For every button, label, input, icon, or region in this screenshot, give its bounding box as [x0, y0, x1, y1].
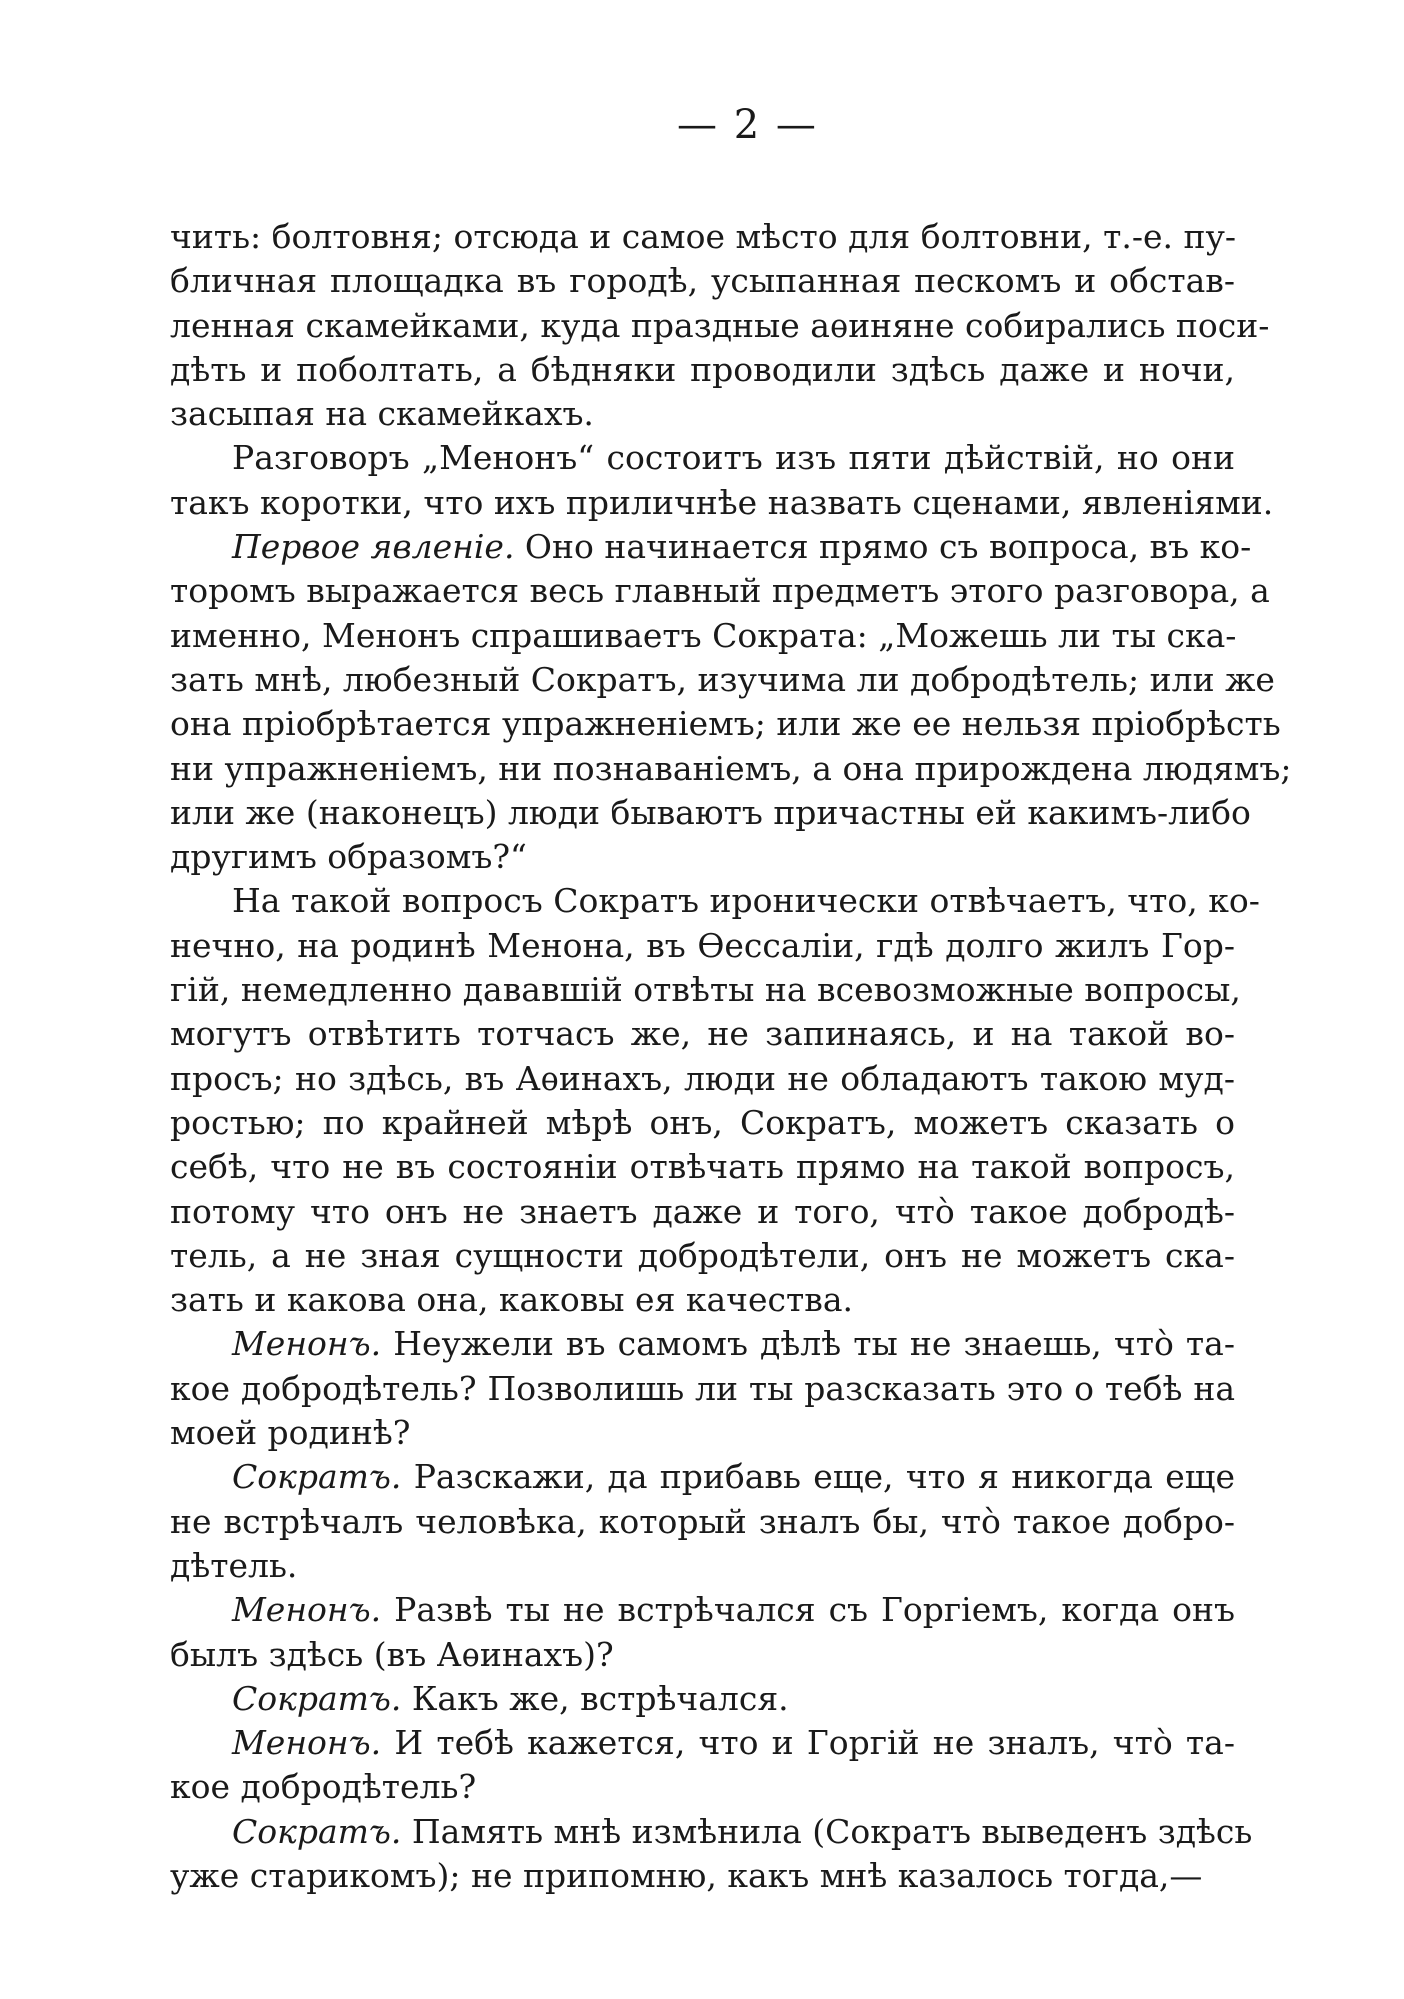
text-line	[170, 1278, 1235, 1322]
text-line	[170, 791, 1251, 835]
paragraph	[170, 1677, 1235, 1721]
text-line	[170, 702, 1281, 746]
text-line	[170, 1854, 1235, 1898]
line-text: потому что онъ не знаетъ даже и того, чтò такое добродѣ-	[170, 1191, 1235, 1231]
text-line	[170, 1588, 1235, 1632]
speaker-name: Сократъ.	[232, 1457, 402, 1497]
text-line	[170, 348, 1235, 392]
text-line	[170, 1190, 1235, 1234]
text-body	[170, 215, 1292, 1898]
line-text: другимъ образомъ?“	[170, 837, 527, 877]
paragraph	[170, 1322, 1235, 1455]
line-text: Неужели въ самомъ дѣлѣ ты не знаешь, чтò та-	[381, 1324, 1235, 1364]
speaker-name: Сократъ.	[232, 1811, 402, 1851]
text-line	[170, 1810, 1253, 1854]
line-text: торомъ выражается весь главный предметъ этого разговора, а	[170, 571, 1270, 611]
text-line	[170, 747, 1292, 791]
line-text: она пріобрѣтается упражненіемъ; или же ее нельзя пріобрѣсть	[170, 704, 1281, 744]
speaker-name: Сократъ.	[232, 1678, 402, 1718]
line-text: такъ коротки, что ихъ приличнѣе назвать сценами, явленіями.	[170, 482, 1274, 522]
text-line	[170, 436, 1235, 480]
line-text: дѣтель.	[170, 1545, 298, 1585]
line-text: Развѣ ты не встрѣчался съ Горгіемъ, когда онъ	[381, 1590, 1235, 1630]
paragraph	[170, 879, 1260, 1322]
line-text: И тебѣ кажется, что и Горгій не зналъ, чтò та-	[381, 1723, 1235, 1763]
line-text: ни упражненіемъ, ни познаваніемъ, а она прирождена людямъ;	[170, 748, 1292, 788]
line-text: Разскажи, да прибавь еще, что я никогда еще	[401, 1457, 1235, 1497]
text-line	[170, 1367, 1235, 1411]
line-text: дѣть и поболтать, а бѣдняки проводили здѣсь даже и ночи,	[170, 349, 1235, 389]
speaker-name: Первое явленіе.	[232, 527, 515, 567]
line-text: засыпая на скамейкахъ.	[170, 394, 594, 434]
text-line	[170, 525, 1252, 569]
line-text: былъ здѣсь (въ Аѳинахъ)?	[170, 1634, 614, 1674]
line-text: ростью; по крайней мѣрѣ онъ, Сократъ, можетъ сказать о	[170, 1102, 1235, 1142]
text-line	[170, 614, 1235, 658]
line-text: или же (наконецъ) люди бываютъ причастны ей какимъ-либо	[170, 792, 1251, 832]
text-line	[170, 1455, 1235, 1499]
text-line	[170, 879, 1260, 923]
text-line	[170, 259, 1235, 303]
line-text: зать и какова она, каковы ея качества.	[170, 1280, 854, 1320]
line-text: Оно начинается прямо съ вопроса, въ ко-	[514, 527, 1252, 567]
text-line	[170, 392, 1235, 436]
line-text: моей родинѣ?	[170, 1413, 411, 1453]
text-line	[170, 1411, 1235, 1455]
text-line	[170, 1721, 1235, 1765]
speaker-name: Менонъ.	[232, 1590, 382, 1630]
text-line	[170, 1500, 1235, 1544]
text-line	[170, 1322, 1235, 1366]
paragraph	[170, 1721, 1235, 1810]
paragraph	[170, 436, 1274, 525]
line-text: кое добродѣтель? Позволишь ли ты разсказать это о тебѣ на	[170, 1368, 1235, 1408]
line-text: не встрѣчалъ человѣка, который зналъ бы, чтò такое добро-	[170, 1501, 1235, 1541]
line-text: Какъ же, встрѣчался.	[401, 1678, 789, 1718]
text-line	[170, 1101, 1235, 1145]
text-line	[170, 1633, 1235, 1677]
text-line	[170, 1765, 1235, 1809]
line-text: На такой вопросъ Сократъ иронически отвѣчаетъ, что, ко-	[232, 881, 1260, 921]
paragraph	[170, 1810, 1253, 1899]
paragraph	[170, 525, 1292, 879]
line-text: именно, Менонъ спрашиваетъ Сократа: „Можешь ли ты ска-	[170, 615, 1237, 655]
speaker-name: Менонъ.	[232, 1324, 382, 1364]
paragraph	[170, 1588, 1235, 1677]
line-text: бличная площадка въ городѣ, усыпанная пескомъ и обстав-	[170, 261, 1235, 301]
line-text: кое добродѣтель?	[170, 1767, 477, 1807]
line-text: просъ; но здѣсь, въ Аѳинахъ, люди не обладаютъ такою муд-	[170, 1058, 1235, 1098]
text-line	[170, 569, 1270, 613]
text-line	[170, 1234, 1235, 1278]
line-text: уже старикомъ); не припомню, какъ мнѣ казалось тогда,—	[170, 1855, 1203, 1895]
line-text: чить: болтовня; отсюда и самое мѣсто для болтовни, т.-е. пу-	[170, 217, 1237, 256]
line-text: зать мнѣ, любезный Сократъ, изучима ли добродѣтель; или же	[170, 659, 1275, 699]
line-text: гій, немедленно дававшій отвѣты на всевозможные вопросы,	[170, 970, 1241, 1010]
line-text: Разговоръ „Менонъ“ состоитъ изъ пяти дѣйствій, но они	[232, 438, 1235, 478]
text-line	[170, 215, 1235, 259]
text-line	[170, 304, 1270, 348]
text-line	[170, 968, 1241, 1012]
line-text: себѣ, что не въ состояніи отвѣчать прямо на такой вопросъ,	[170, 1147, 1235, 1187]
text-line	[170, 924, 1235, 968]
line-text: тель, а не зная сущности добродѣтели, онъ не можетъ ска-	[170, 1235, 1235, 1275]
text-line	[170, 1145, 1235, 1189]
text-line	[170, 835, 1235, 879]
paragraph	[170, 215, 1270, 436]
line-text: могутъ отвѣтить тотчасъ же, не запинаясь, и на такой во-	[170, 1014, 1235, 1054]
text-line	[170, 658, 1275, 702]
text-line	[170, 1544, 1235, 1588]
text-line	[170, 1057, 1235, 1101]
line-text: Память мнѣ измѣнила (Сократъ выведенъ здѣсь	[401, 1811, 1253, 1851]
text-line	[170, 1012, 1235, 1056]
speaker-name: Менонъ.	[232, 1723, 382, 1763]
book-page	[170, 95, 1292, 1898]
line-text: нечно, на родинѣ Менона, въ Ѳессаліи, гдѣ долго жилъ Гор-	[170, 925, 1235, 965]
page-number: — 2 —	[677, 102, 818, 148]
text-line	[170, 1677, 1235, 1721]
paragraph	[170, 1455, 1235, 1588]
line-text: ленная скамейками, куда праздные аѳиняне собирались поси-	[170, 305, 1270, 345]
text-line	[170, 481, 1274, 525]
